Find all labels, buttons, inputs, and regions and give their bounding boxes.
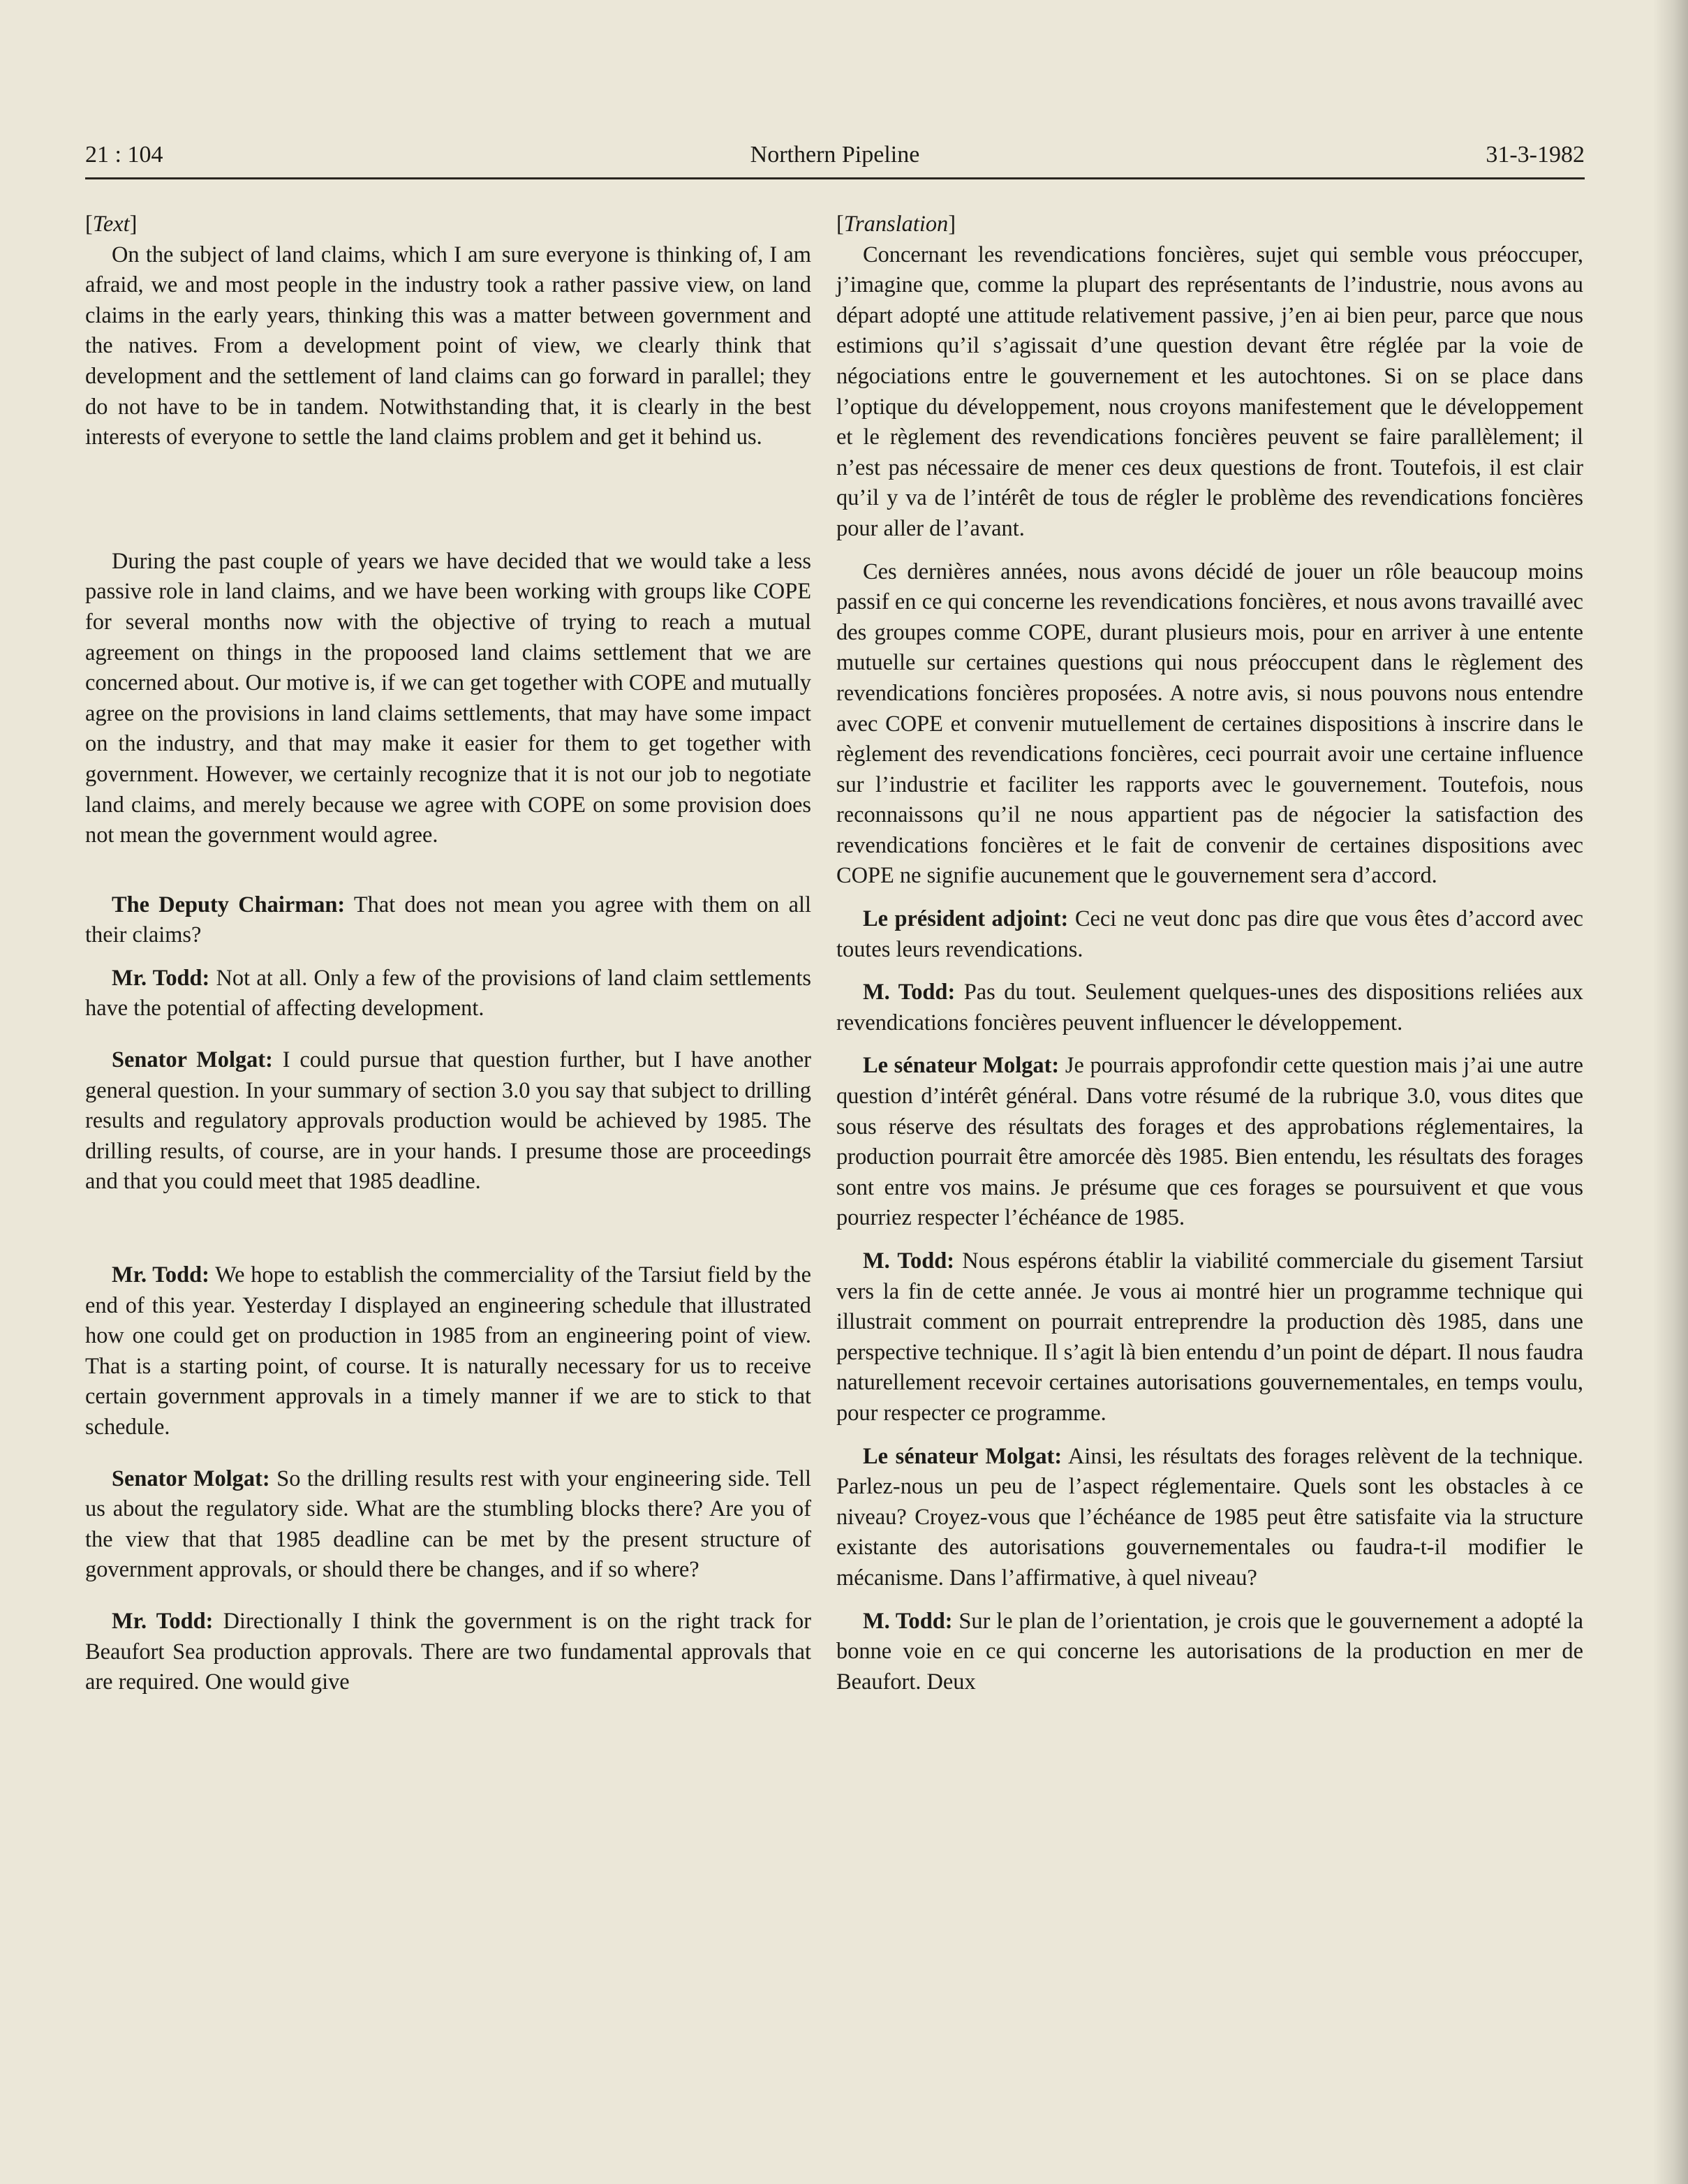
page-edge-shadow xyxy=(1653,0,1688,2184)
speaker-label: M. Todd: xyxy=(863,1608,953,1634)
speaker-label: The Deputy Chairman: xyxy=(112,892,346,917)
paragraph: Le président adjoint: Ceci ne veut donc pas dire que vous êtes d’accord avec toutes leurs revendications. xyxy=(836,906,1583,962)
speaker-label: Senator Molgat: xyxy=(112,1466,270,1491)
speaker-label: Mr. Todd: xyxy=(112,1262,209,1288)
speaker-label: Le sénateur Molgat: xyxy=(863,1053,1060,1079)
right-column xyxy=(836,209,1583,1697)
header-rule xyxy=(85,177,1585,179)
header-date: 31-3-1982 xyxy=(1486,142,1585,168)
speaker-label: Le sénateur Molgat: xyxy=(863,1443,1063,1469)
paragraph: Senator Molgat: So the drilling results rest with your engineering side. Tell us about the regulatory side. What are the stumbling blocks there? Are you of the view that that 1985 deadline can be met by the present structure of government approvals, or should there be changes, and if so where? xyxy=(85,1466,812,1583)
paragraph: Senator Molgat: I could pursue that question further, but I have another general question. In your summary of section 3.0 you say that subject to drilling results and regulatory approvals production would be achieved by 1985. The drilling results, of course, are in your hands. I presume those are proceedings and that you could meet that 1985 deadline. xyxy=(85,1047,811,1195)
paragraph: Mr. Todd: Not at all. Only a few of the provisions of land claim settlements have the potential of affecting development. xyxy=(85,965,811,1021)
speaker-label: Mr. Todd: xyxy=(112,965,210,991)
left-column xyxy=(85,209,811,1698)
paragraph: Concernant les revendications foncières, sujet qui semble vous préoccuper, j’imagine que, comme la plupart des représentants de l’industrie, nous avons au départ adopté une attitude relativement passive, j’en ai bien peur, parce que nous estimions qu’il s’agissait d’une question devant être réglée par la voie de négociations entre le gouvernement et les autochtones. Si on se place dans l’optique du développement, nous croyons manifestement que le développement et le règlement des revendications foncières peuvent se faire parallèlement; il n’est pas nécessaire de mener ces deux questions de front. Toutefois, il est clair qu’il y va de l’intérêt de tous de régler le problème des revendications foncières pour aller de l’avant. xyxy=(836,242,1583,541)
paragraph: Mr. Todd: We hope to establish the commerciality of the Tarsiut field by the end of this year. Yesterday I displayed an engineering schedule that illustrated how one could get on production in 1985 from an engineering point of view. That is a starting point, of course. It is naturally necessary for us to receive certain government approvals in a timely manner if we are to stick to that schedule. xyxy=(85,1262,811,1440)
speaker-label: M. Todd: xyxy=(863,980,956,1005)
column-tag: [Translation] xyxy=(836,212,956,237)
speaker-label: Le président adjoint: xyxy=(863,906,1069,932)
speaker-label: Mr. Todd: xyxy=(112,1608,214,1634)
paragraph: Ces dernières années, nous avons décidé de jouer un rôle beaucoup moins passif en ce qui concerne les revendications foncières, et nous avons travaillé avec des groupes comme COPE, durant plusieurs mois, pour en arriver à une entente mutuelle sur certaines questions qui nous préoccupent dans le règlement des revendications foncières proposées. A notre avis, si nous pouvons nous entendre avec COPE et convenir mutuellement de certaines dispositions à inscrire dans le règlement des revendications foncières, ceci pourrait avoir une certaine influence sur l’industrie et faciliter les rapports avec le gouvernement. Toutefois, nous reconnaissons qu’il ne nous appartient pas de négocier la satisfaction des revendications foncières et le fait de convenir de certaines dispositions avec COPE ne signifie aucunement que le gouvernement sera d’accord. xyxy=(836,559,1583,889)
paragraph: Le sénateur Molgat: Je pourrais approfondir cette question mais j’ai une autre question d’intérêt général. Dans votre résumé de la rubrique 3.0, vous dites que sous réserve des résultats des forages et des approbations réglementaires, la production pourrait être amorcée dès 1985. Bien entendu, les résultats des forages sont entre vos mains. Je présume que ces forages se poursuivent et que vous pourriez respecter l’échéance de 1985. xyxy=(836,1053,1583,1231)
paragraph: M. Todd: Nous espérons établir la viabilité commerciale du gisement Tarsiut vers la fin de cette année. Je vous ai montré hier un programme technique qui illustrait comment on pourrait entreprendre la production dès 1985, dans une perspective technique. Il s’agit là bien entendu d’un point de départ. Il nous faudra naturellement recevoir certaines autorisations gouvernementales, en temps voulu, pour respecter ce programme. xyxy=(836,1248,1583,1426)
speaker-label: M. Todd: xyxy=(863,1248,955,1274)
paragraph: The Deputy Chairman: That does not mean you agree with them on all their claims? xyxy=(85,892,811,948)
paragraph: M. Todd: Sur le plan de l’orientation, je crois que le gouvernement a adopté la bonne voie en ce qui concerne les autorisations de la production en mer de Beaufort. Deux xyxy=(836,1608,1583,1695)
running-title: Northern Pipeline xyxy=(750,142,920,168)
speaker-label: Senator Molgat: xyxy=(112,1047,273,1073)
paragraph: On the subject of land claims, which I am sure everyone is thinking of, I am afraid, we and most people in the industry took a rather passive view, on land claims in the early years, thinking this was a matter between government and the natives. From a development point of view, we clearly think that development and the settlement of land claims can go forward in parallel; they do not have to be in tandem. Notwithstanding that, it is clearly in the best interests of everyone to settle the land claims problem and get it behind us. xyxy=(85,242,811,450)
paragraph: Mr. Todd: Directionally I think the government is on the right track for Beaufort Sea production approvals. There are two fundamental approvals that are required. One would give xyxy=(85,1608,811,1695)
column-tag: [Text] xyxy=(85,212,138,237)
paragraph: During the past couple of years we have decided that we would take a less passive role in land claims, and we have been working with groups like COPE for several months now with the objective of trying to reach a mutual agreement on things in the propoosed land claims settlement that we are concerned about. Our motive is, if we can get together with COPE and mutually agree on the provisions in land claims settlements, that may have some impact on the industry, and that may make it easier for them to get together with government. However, we certainly recognize that it is not our job to negotiate land claims, and merely because we agree with COPE on some provision does not mean the government would agree. xyxy=(85,548,811,848)
paragraph: Le sénateur Molgat: Ainsi, les résultats des forages relèvent de la technique. Parlez-nous un peu de l’aspect réglementaire. Quels sont les obstacles à ce niveau? Croyez-vous que l’échéance de 1985 peut être satisfaite via la structure existante des autorisations gouvernementales ou faudra-t-il modifier le mécanisme. Dans l’affirmative, à quel niveau? xyxy=(836,1443,1583,1591)
paragraph: M. Todd: Pas du tout. Seulement quelques-unes des dispositions reliées aux revendications foncières peuvent influencer le développement. xyxy=(836,980,1583,1035)
page-number: 21 : 104 xyxy=(85,142,163,168)
